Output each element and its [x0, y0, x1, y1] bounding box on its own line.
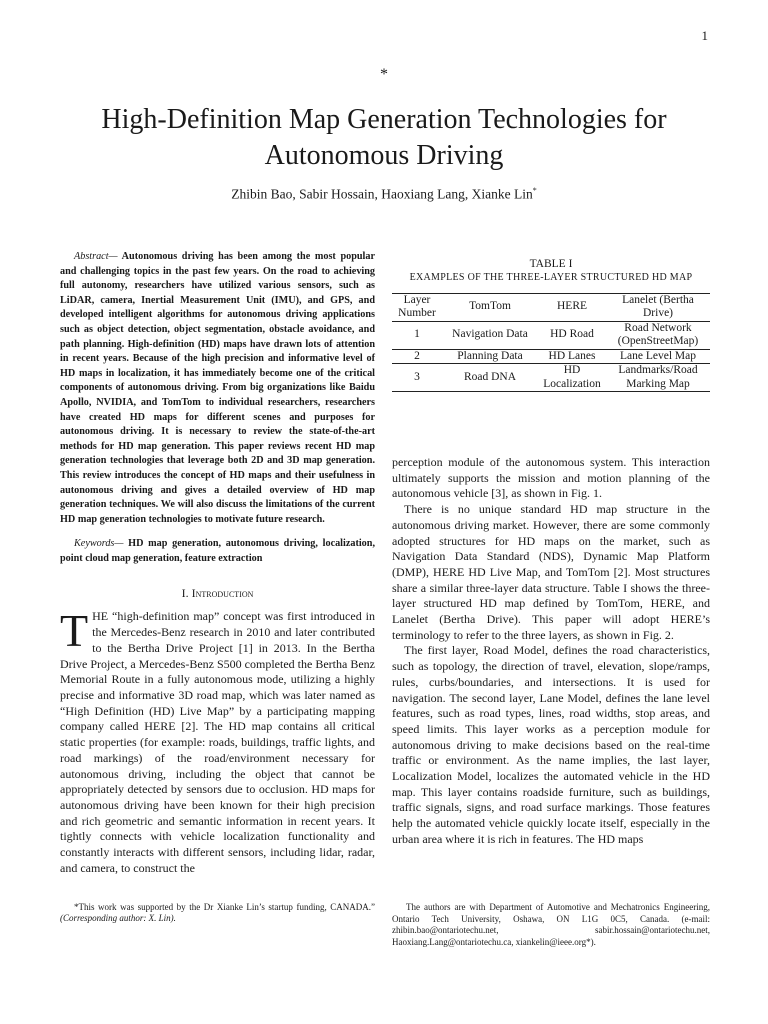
table-caption: EXAMPLES OF THE THREE-LAYER STRUCTURED HD MAP	[409, 272, 693, 283]
layer-table	[392, 293, 710, 393]
keywords-text: HD map generation, autonomous driving, localization, point cloud map generation, feature extraction	[60, 538, 375, 564]
body-paragraph: The first layer, Road Model, defines the road characteristics, such as topology, the direction of travel, elevation, slope/ramps, rules, curbs/boundaries, and intersections. It is used for navigation. The second layer, Lane Model, defines the lane level features, such as road types, lines, road widths, stop areas, and speed limits. This layer works as a perception module for autonomous driving to make decisions based on the real-time traffic or environment. As the name implies, the last layer, Localization Model, localizes the automated vehicle in the HD map. This layer contains roadside furniture, such as buildings, traffic signals, signs, and road surface markings. Those features help the automated vehicle quickly locate itself, especially in the urban area where it is rich in features. The HD maps	[392, 643, 710, 846]
table-row	[392, 321, 710, 349]
section-heading-introduction	[60, 586, 375, 601]
funding-note	[60, 902, 375, 924]
funding-text: *This work was supported by the Dr Xianke Lin’s startup funding, CANADA.”	[74, 902, 375, 912]
affiliation-footnote	[392, 902, 710, 948]
corresponding-author-note: (Corresponding author: X. Lin).	[60, 913, 176, 923]
author-list	[0, 186, 768, 203]
table-header-cell: HERE	[556, 300, 588, 313]
body-paragraph: There is no unique standard HD map structure in the autonomous driving market. However, there are some commonly adopted structures for HD maps on the market, such as Navigation Data Standard (NDS), Dynamic Map Platform (DMP), HERE HD Live Map, and TomTom [2]. Most structures share a similar three-layer data structure. Table I shows the three-layer structured HD map defined by TomTom, HERE, and Lanelet (Bertha Drive). This paper will adopt HERE’s terminology to refer to the three layers, as shown in Fig. 2.	[392, 502, 710, 642]
table-row	[392, 364, 710, 392]
drop-cap: T	[60, 605, 89, 657]
table-cell: HD Lanes	[548, 349, 596, 362]
table-cell: Road Network (OpenStreetMap)	[617, 321, 699, 347]
abstract-lead	[74, 251, 118, 262]
body-paragraph: perception module of the autonomous system. This interaction ultimately supports the mission and motion planning of the autonomous vehicle [3], as shown in Fig. 1.	[392, 455, 710, 501]
table-cell: Landmarks/Road Marking Map	[618, 364, 698, 390]
section-name: Introduction	[191, 586, 254, 601]
table-cell: 3	[414, 370, 420, 383]
table-cell: Road DNA	[463, 370, 517, 383]
title-marker: *	[380, 66, 388, 83]
table-cell: Lane Level Map	[620, 349, 696, 362]
table-header-cell: Layer Number	[398, 293, 436, 319]
table-cell: 2	[414, 349, 420, 362]
affiliation-text: The authors are with Department of Automotive and Mechatronics Engineering, Ontario Tech University, Oshawa, ON L1G 0C5, Canada. (e-mail: zhibin.bao@ontariotechu.net, sabir.hossain@ontariotechu.net, Haoxiang.Lang@ontariotechu.ca, xiankelin@ieee.org*).	[392, 902, 710, 947]
section-numeral: I.	[181, 586, 192, 601]
table-label: TABLE I	[529, 258, 573, 270]
keywords-label: Keywords	[74, 538, 115, 550]
intro-paragraph-text: HE “high-definition map” concept was first introduced in the Mercedes-Benz research in 2010 and later contributed to the Bertha Drive Project [1] in 2013. In the Bertha Drive Project, a Mercedes-Benz S500 completed the Bertha Benz Memorial Route in a fully autonomous mode, utilizing a highly precise and informative 3D road map, which was later named as “High Definition (HD) Live Map” by a participating mapping company called HERE [2]. The HD map contains all critical static properties (for example: roads, buildings, traffic lights, and road markings) of the road/environment necessary for autonomous driving, including the object that cannot be appropriately detected by sensors due to occlusion. HD maps for autonomous driving have been known for their high precision and rich geometric and semantic information in recent years. It tightly connects with vehicle localization functionality and constantly interacts with different sensors, including lidar, radar, and camera, to construct the	[60, 609, 375, 875]
funding-footnote	[60, 902, 375, 924]
paper-title: High-Definition Map Generation Technologies for Autonomous Driving	[101, 104, 667, 171]
table-cell: Navigation Data	[452, 328, 528, 341]
table-header-row	[392, 293, 710, 321]
left-column	[60, 250, 375, 876]
abstract-dash: —	[108, 251, 118, 262]
table-header-cell: Lanelet (Bertha Drive)	[622, 293, 694, 319]
abstract-label: Abstract	[74, 251, 109, 262]
right-column-text	[392, 455, 710, 848]
corresponding-author-mark: *	[532, 186, 537, 195]
table-block	[392, 258, 710, 392]
keywords-dash: —	[114, 538, 124, 550]
abstract	[60, 250, 375, 527]
table-cell: Planning Data	[457, 349, 523, 362]
abstract-text: Autonomous driving has been among the most popular and challenging topics in the past few years. On the road to achieving full autonomy, researchers have utilized various sensors, such as LiDAR, camera, Inertial Measurement Unit (IMU), and GPS, and developed intelligent algorithms for autonomous driving applications such as object detection, object segmentation, obstacle avoidance, and path planning. High-definition (HD) maps have drawn lots of attention in recent years. Because of the high precision and informative level of HD maps in localization, it has immediately become one of the critical components of autonomous driving. From big organizations like Baidu Apollo, NVIDIA, and TomTom to individual researchers, researchers have created HD maps for different scenes and purposes for autonomous driving. It is necessary to review the state-of-the-art methods for HD map generation. This paper reviews recent HD map generation technologies that leverage both 2D and 3D map generation. This review introduces the concept of HD maps and their usefulness in autonomous driving and gives a detailed overview of HD map generation techniques. We will also discuss the limitations of the current HD map generation technologies to motivate future research.	[60, 251, 375, 525]
table-cell: HD Localization	[543, 364, 601, 390]
author-names: Zhibin Bao, Sabir Hossain, Haoxiang Lang, Xianke Lin	[231, 186, 533, 202]
table-cell: HD Road	[550, 328, 594, 341]
intro-paragraph	[60, 605, 375, 876]
page-number: 1	[701, 28, 708, 43]
table-cell: 1	[414, 328, 420, 341]
table-header-cell: TomTom	[469, 300, 511, 313]
keywords-lead	[74, 538, 123, 549]
keywords	[60, 537, 375, 566]
table-row	[392, 349, 710, 364]
